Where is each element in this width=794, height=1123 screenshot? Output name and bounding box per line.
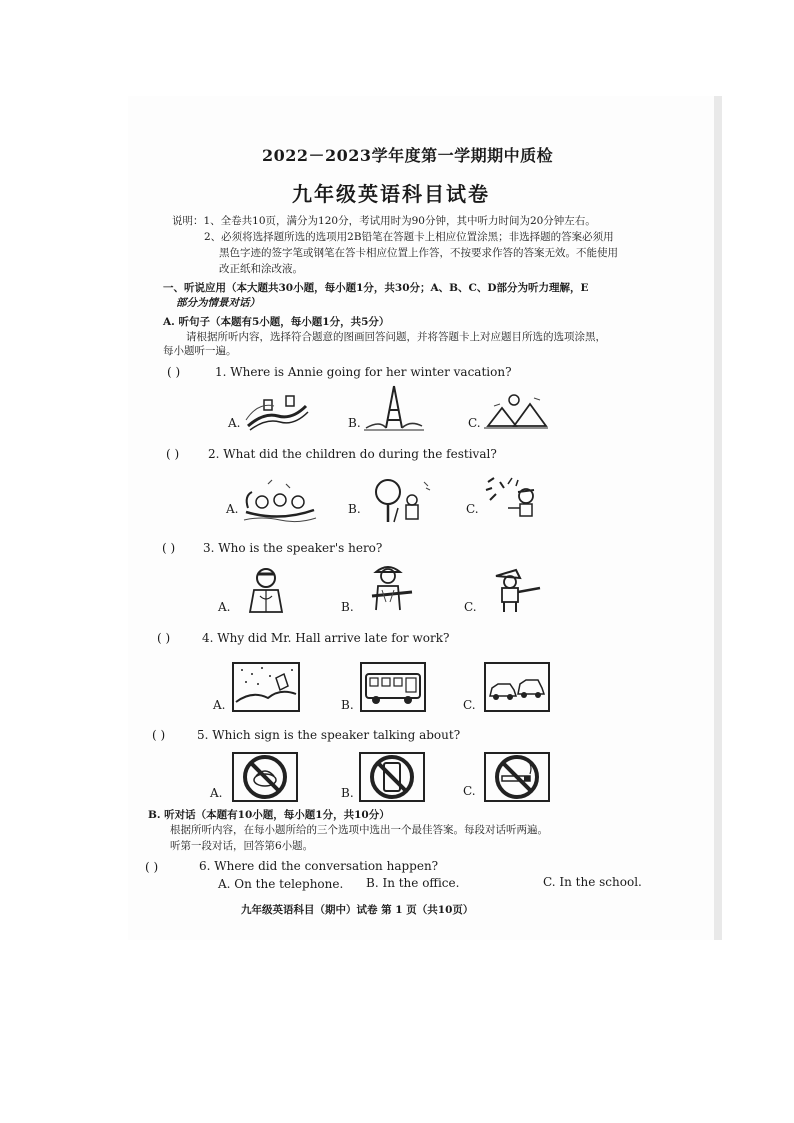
tree-planting-picture[interactable] [368,478,434,524]
answer-paren[interactable]: ( ) [167,365,181,379]
option-b-label: B. [348,416,361,430]
great-wall-picture[interactable] [244,392,310,432]
answer-paren[interactable]: ( ) [145,860,159,874]
doctor-picture[interactable] [238,566,294,614]
option-a-label: A. [228,416,241,430]
no-smoking-sign[interactable] [484,752,550,802]
part-a-instruction-2: 每小题听一遍。 [163,345,237,357]
question-text: 1. Where is Annie going for her winter vacation? [215,365,512,379]
answer-paren[interactable]: ( ) [157,631,171,645]
option-b-label: B. [341,786,354,800]
section-heading-line-2: 部分为情景对话） [176,297,260,309]
option-c-label: C. [463,784,476,798]
no-food-sign[interactable] [232,752,298,802]
traffic-picture[interactable] [484,662,550,712]
option-a-text[interactable]: A. On the telephone. [218,877,344,891]
note-line-3: 黑色字迹的签字笔或钢笔在答卡相应位置上作答，不按要求作答的答案无效。不能使用 [219,247,618,259]
snowstorm-picture[interactable] [232,662,300,712]
bus-picture[interactable] [360,662,426,712]
soldier-picture[interactable] [360,562,416,612]
question-text: 4. Why did Mr. Hall arrive late for work? [202,631,450,645]
option-c-label: C. [463,698,476,712]
part-b-heading: B. 听对话（本题有10小题，每小题1分，共10分） [148,809,390,821]
option-b-label: B. [348,502,361,516]
option-a-label: A. [218,600,231,614]
note-line-1: 说明：1、全卷共10页，满分为120分，考试用时为90分钟，其中听力时间为20分钟左右。 [172,215,596,227]
option-c-label: C. [464,600,477,614]
option-b-text[interactable]: B. In the office. [366,876,460,890]
option-c-label: C. [466,502,479,516]
option-b-label: B. [341,600,354,614]
option-a-label: A. [226,502,239,516]
part-b-instruction-1: 根据所听内容，在每小题所给的三个选项中选出一个最佳答案。每段对话听两遍。 [170,824,548,836]
question-text: 6. Where did the conversation happen? [199,859,439,873]
page-edge [714,96,722,940]
no-phone-sign[interactable] [359,752,425,802]
option-c-label: C. [468,416,481,430]
exam-subtitle: 九年级英语科目试卷 [292,182,490,206]
police-officer-picture[interactable] [486,566,544,614]
option-b-label: B. [341,698,354,712]
question-text: 2. What did the children do during the festival? [208,447,497,461]
part-a-heading: A. 听句子（本题有5小题，每小题1分，共5分） [163,316,390,328]
option-a-label: A. [213,698,226,712]
answer-paren[interactable]: ( ) [166,447,180,461]
eiffel-tower-picture[interactable] [364,384,424,432]
pyramids-picture[interactable] [484,392,548,432]
part-b-instruction-2: 听第一段对话，回答第6小题。 [170,840,314,852]
section-heading-line-1: 一、听说应用（本大题共30小题，每小题1分，共30分；A、B、C、D部分为听力理解，E [163,282,589,294]
note-line-2: 2、必须将选择题所选的选项用2B铅笔在答题卡上相应位置涂黑；非选择题的答案必须用 [204,231,614,243]
dragon-boat-picture[interactable] [242,478,318,524]
option-c-text[interactable]: C. In the school. [543,875,642,889]
question-text: 5. Which sign is the speaker talking about? [197,728,461,742]
option-a-label: A. [210,786,223,800]
answer-paren[interactable]: ( ) [152,728,166,742]
exam-title: 2022－2023学年度第一学期期中质检 [262,146,554,165]
fireworks-picture[interactable] [482,474,548,520]
part-a-instruction-1: 请根据所听内容，选择符合题意的图画回答问题，并将答题卡上对应题目所选的选项涂黑， [186,331,606,343]
answer-paren[interactable]: ( ) [162,541,176,555]
question-text: 3. Who is the speaker's hero? [203,541,383,555]
note-line-4: 改正纸和涂改液。 [219,263,303,275]
page-footer: 九年级英语科目（期中）试卷 第 1 页（共10页） [241,904,474,916]
